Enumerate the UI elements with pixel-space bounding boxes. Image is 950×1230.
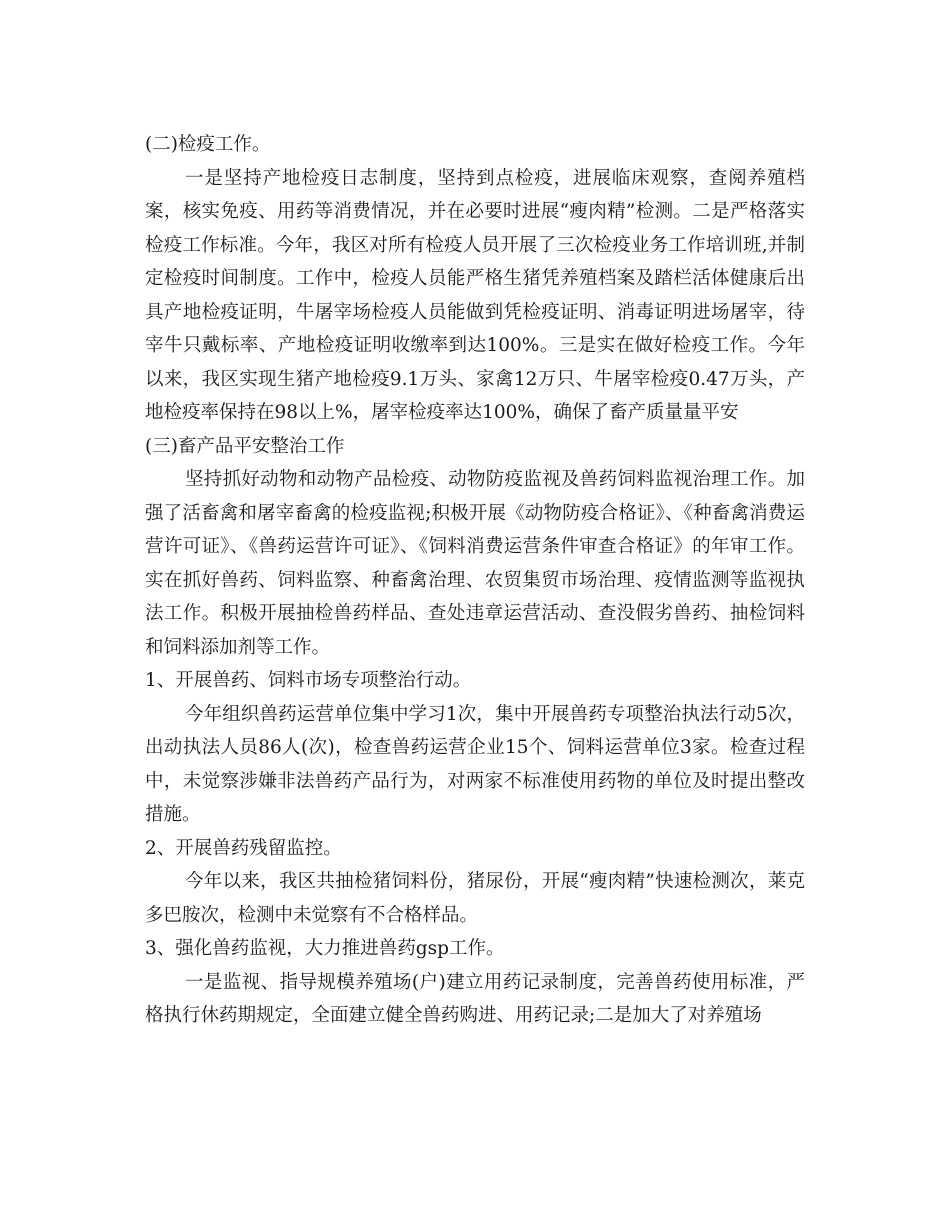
paragraph-safety: 坚持抓好动物和动物产品检疫、动物防疫监视及兽药饲料监视治理工作。加强了活畜禽和屠宰畜禽的检疫监视;积极开展《动物防疫合格证》、《种畜禽消费运营许可证》、《兽药运营许可证》、《饲料消费运营条件审查合格证》的年审工作。实在抓好兽药、饲料监察、种畜禽治理、农贸集贸市场治理、疫情监测等监视执法工作。积极开展抽检兽药样品、查处违章运营活动、查没假劣兽药、抽检饲料和饲料添加剂等工作。 bbox=[145, 469, 805, 658]
paragraph-residue-monitoring: 今年以来，我区共抽检猪饲料份，猪尿份，开展“瘦肉精”快速检测次，莱克多巴胺次，检测中未觉察有不合格样品。 bbox=[145, 871, 805, 926]
section-heading-quarantine: (二)检疫工作。 bbox=[145, 134, 271, 155]
document-body bbox=[145, 128, 805, 1033]
paragraph-market-rectification: 今年组织兽药运营单位集中学习1次，集中开展兽药专项整治执法行动5次，出动执法人员86人(次)，检查兽药运营企业15个、饲料运营单位3家。检查过程中，未觉察涉嫌非法兽药产品行为，对两家不标准使用药物的单位及时提出整改措施。 bbox=[145, 703, 805, 825]
paragraph-quarantine: 一是坚持产地检疫日志制度，坚持到点检疫，进展临床观察，查阅养殖档案，核实免疫、用药等消费情况，并在必要时进展“瘦肉精”检测。二是严格落实检疫工作标准。今年，我区对所有检疫人员开展了三次检疫业务工作培训班,并制定检疫时间制度。工作中，检疫人员能严格生猪凭养殖档案及踏栏活体健康后出具产地检疫证明，牛屠宰场检疫人员能做到凭检疫证明、消毒证明进场屠宰，待宰牛只戴标率、产地检疫证明收缴率到达100%。三是实在做好检疫工作。今年以来，我区实现生猪产地检疫9.1万头、家禽12万只、牛屠宰检疫0.47万头，产地检疫率保持在98以上%，屠宰检疫率达100%，确保了畜产质量量平安 bbox=[145, 167, 805, 423]
subheading-market-rectification: 1、开展兽药、饲料市场专项整治行动。 bbox=[145, 670, 472, 691]
paragraph-gsp: 一是监视、指导规模养殖场(户)建立用药记录制度，完善兽药使用标准，严格执行休药期规定，全面建立健全兽药购进、用药记录;二是加大了对养殖场 bbox=[145, 971, 805, 1026]
section-heading-safety: (三)畜产品平安整治工作 bbox=[145, 435, 345, 457]
subheading-gsp: 3、强化兽药监视，大力推进兽药gsp工作。 bbox=[145, 938, 505, 959]
subheading-residue-monitoring: 2、开展兽药残留监控。 bbox=[145, 837, 342, 859]
